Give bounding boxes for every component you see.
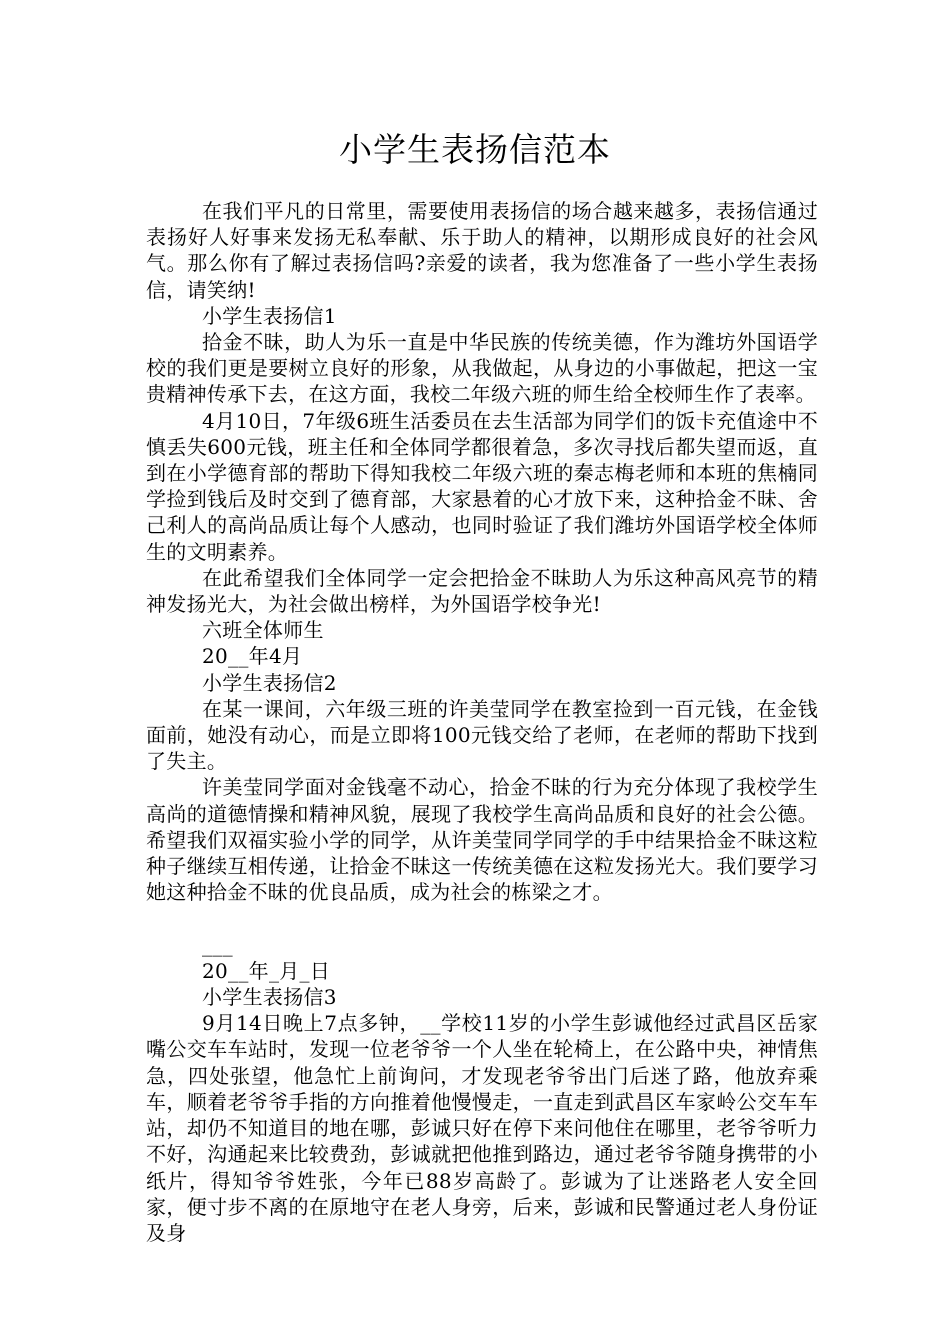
section-heading-1: 小学生表扬信1 xyxy=(202,303,337,328)
document-body xyxy=(146,198,818,1246)
blank-line xyxy=(146,905,818,931)
body-paragraph: 在某一课间，六年级三班的许美莹同学在教室捡到一百元钱，在金钱面前，她没有动心，而是立即将100元钱交给了老师，在老师的帮助下找到了失主。 xyxy=(146,696,818,774)
section-heading-2: 小学生表扬信2 xyxy=(202,670,337,695)
body-paragraph: 拾金不昧，助人为乐一直是中华民族的传统美德，作为潍坊外国语学校的我们更是要树立良好的形象，从我做起，从身边的小事做起，把这一宝贵精神传承下去，在这方面，我校二年级六班的师生给全校师生作了表率。 xyxy=(146,330,818,407)
body-paragraph: 在此希望我们全体同学一定会把拾金不昧助人为乐这种高风亮节的精神发扬光大，为社会做出榜样，为外国语学校争光! xyxy=(146,565,818,617)
signature-line: ___ xyxy=(202,932,233,957)
intro-paragraph: 在我们平凡的日常里，需要使用表扬信的场合越来越多，表扬信通过表扬好人好事来发扬无私奉献、乐于助人的精神，以期形成良好的社会风气。那么你有了解过表扬信吗?亲爱的读者，我为您准备了一些小学生表扬信，请笑纳! xyxy=(146,199,818,302)
document-title: 小学生表扬信范本 xyxy=(339,130,611,169)
body-paragraph: 9月14日晚上7点多钟，__学校11岁的小学生彭诚他经过武昌区岳家嘴公交车车站时，发现一位老爷爷一个人坐在轮椅上，在公路中央，神情焦急，四处张望，他急忙上前询问，才发现老爷爷出门后迷了路，他放弃乘车，顺着老爷爷手指的方向推着他慢慢走，一直走到武昌区车家岭公交车车站，却仍不知道目的地在哪，彭诚只好在停下来问他住在哪里，老爷爷听力不好，沟通起来比较费劲，彭诚就把他推到路边，通过老爷爷随身携带的小纸片，得知爷爷姓张，今年已88岁高龄了。彭诚为了让迷路老人安全回家，便寸步不离的在原地守在老人身旁，后来，彭诚和民警通过老人身份证及身 xyxy=(146,1011,818,1245)
body-paragraph: 4月10日，7年级6班生活委员在去生活部为同学们的饭卡充值途中不慎丢失600元钱，班主任和全体同学都很着急，多次寻找后都失望而返，直到在小学德育部的帮助下得知我校二年级六班的秦志梅老师和本班的焦楠同学捡到钱后及时交到了德育部，大家悬着的心才放下来，这种拾金不昧、舍己利人的高尚品质让每个人感动，也同时验证了我们潍坊外国语学校全体师生的文明素养。 xyxy=(146,408,818,564)
date-line: 20__年_月_日 xyxy=(202,958,331,983)
section-heading-3: 小学生表扬信3 xyxy=(202,985,337,1010)
signature-line: 六班全体师生 xyxy=(202,618,324,643)
body-paragraph: 许美莹同学面对金钱毫不动心，拾金不昧的行为充分体现了我校学生高尚的道德情操和精神风貌，展现了我校学生高尚品质和良好的社会公德。希望我们双福实验小学的同学，从许美莹同学同学的手中结果拾金不昧这粒种子继续互相传递，让拾金不昧这一传统美德在这粒发扬光大。我们要学习她这种拾金不昧的优良品质，成为社会的栋梁之才。 xyxy=(146,775,818,905)
date-line: 20__年4月 xyxy=(202,644,303,669)
